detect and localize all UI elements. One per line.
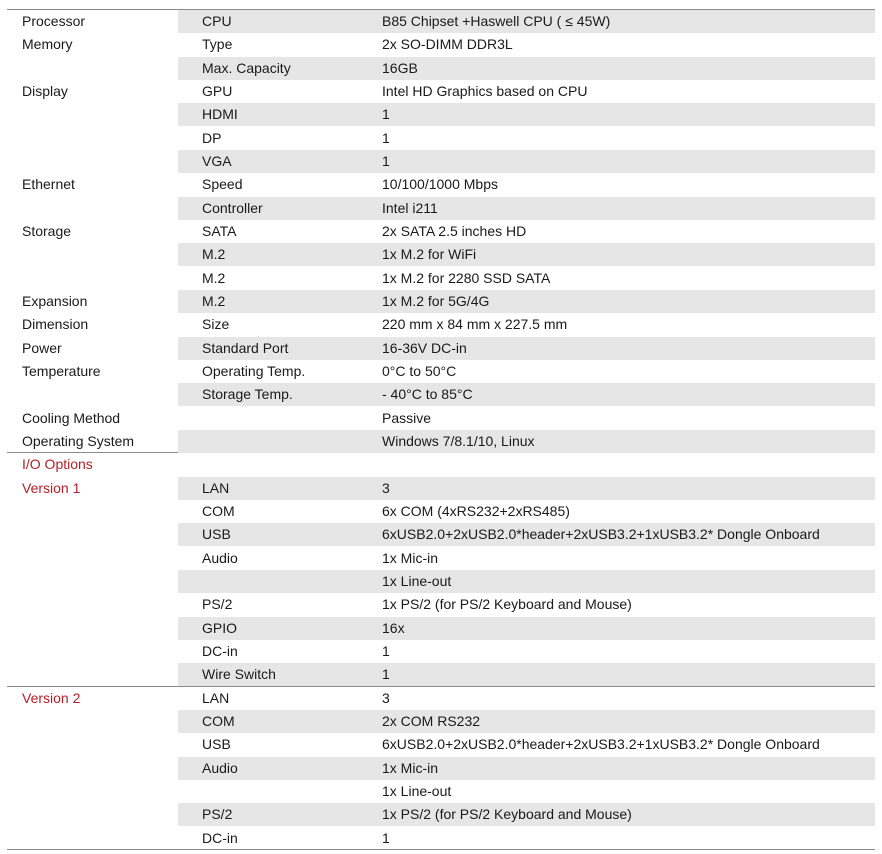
category-label: Processor [22, 13, 86, 29]
spec-key: HDMI [202, 106, 238, 122]
table-row [178, 500, 875, 523]
spec-value: 1x M.2 for WiFi [382, 246, 477, 262]
spec-value: 1x Line-out [382, 783, 452, 799]
table-row [178, 570, 875, 593]
spec-key: M.2 [202, 270, 226, 286]
spec-key: Wire Switch [202, 666, 276, 682]
category-label: Display [22, 83, 68, 99]
table-row [178, 10, 875, 33]
table-row [178, 103, 875, 126]
spec-value: 16-36V DC-in [382, 340, 467, 356]
table-row [178, 173, 875, 196]
spec-value: 1x PS/2 (for PS/2 Keyboard and Mouse) [382, 596, 632, 612]
category-label: I/O Options [22, 456, 93, 472]
spec-key: Operating Temp. [202, 363, 306, 379]
spec-value: B85 Chipset +Haswell CPU ( ≤ 45W) [382, 13, 611, 29]
spec-value: 10/100/1000 Mbps [382, 176, 498, 192]
table-row [178, 663, 875, 686]
spec-value: 1x Mic-in [382, 760, 439, 776]
spec-value: 1 [382, 153, 390, 169]
table-row [178, 80, 875, 103]
table-row [178, 780, 875, 803]
table-row [178, 477, 875, 500]
spec-key: PS/2 [202, 806, 233, 822]
spec-key: M.2 [202, 246, 226, 262]
table-row [178, 803, 875, 826]
spec-value: 2x SO-DIMM DDR3L [382, 36, 513, 52]
spec-value: 1x PS/2 (for PS/2 Keyboard and Mouse) [382, 806, 632, 822]
spec-value: 1 [382, 106, 390, 122]
spec-value: 0°C to 50°C [382, 363, 457, 379]
spec-value: Passive [382, 410, 432, 426]
spec-key: USB [202, 526, 231, 542]
category-label: Memory [22, 36, 73, 52]
spec-value: 1 [382, 666, 390, 682]
category-label: Version 2 [22, 690, 81, 706]
table-row [178, 220, 875, 243]
table-row [178, 150, 875, 173]
spec-value: 16GB [382, 60, 418, 76]
spec-key: GPU [202, 83, 233, 99]
category-label: Expansion [22, 293, 88, 309]
spec-key: COM [202, 713, 235, 729]
spec-key: Type [202, 36, 233, 52]
spec-value: 2x SATA 2.5 inches HD [382, 223, 527, 239]
table-row [178, 687, 875, 710]
spec-value: Intel HD Graphics based on CPU [382, 83, 588, 99]
spec-value: 6xUSB2.0+2xUSB2.0*header+2xUSB3.2+1xUSB3.2* Dongle Onboard [382, 526, 820, 542]
table-row [178, 337, 875, 360]
spec-key: GPIO [202, 620, 238, 636]
spec-value: 16x [382, 620, 405, 636]
spec-key: LAN [202, 690, 230, 706]
spec-key: Controller [202, 200, 263, 216]
table-row [178, 313, 875, 336]
category-label: Storage [22, 223, 72, 239]
spec-value: 1x M.2 for 5G/4G [382, 293, 490, 309]
spec-value: 6x COM (4xRS232+2xRS485) [382, 503, 570, 519]
table-row [178, 57, 875, 80]
spec-value: 3 [382, 690, 390, 706]
table-row [178, 33, 875, 56]
category-label: Power [22, 340, 62, 356]
table-row [178, 640, 875, 663]
spec-value: Windows 7/8.1/10, Linux [382, 433, 535, 449]
spec-key: LAN [202, 480, 230, 496]
spec-key: Speed [202, 176, 243, 192]
table-row [178, 757, 875, 780]
table-row [178, 360, 875, 383]
table-row [178, 243, 875, 266]
spec-key: Size [202, 316, 230, 332]
spec-value: 3 [382, 480, 390, 496]
table-row [178, 290, 875, 313]
spec-value: 1x M.2 for 2280 SSD SATA [382, 270, 551, 286]
table-row [178, 827, 875, 850]
table-row [178, 593, 875, 616]
spec-value: - 40°C to 85°C [382, 386, 473, 402]
spec-key: USB [202, 736, 231, 752]
table-row [178, 547, 875, 570]
spec-key: Max. Capacity [202, 60, 291, 76]
category-label: Cooling Method [22, 410, 121, 426]
spec-value: 6xUSB2.0+2xUSB2.0*header+2xUSB3.2+1xUSB3.2* Dongle Onboard [382, 736, 820, 752]
spec-key: M.2 [202, 293, 226, 309]
table-row [178, 383, 875, 406]
table-row [178, 127, 875, 150]
spec-value: 1 [382, 643, 390, 659]
spec-value: Intel i211 [382, 200, 438, 216]
spec-value: 1 [382, 130, 390, 146]
spec-value: 2x COM RS232 [382, 713, 481, 729]
spec-key: Storage Temp. [202, 386, 293, 402]
table-row [178, 453, 875, 476]
category-label: Temperature [22, 363, 101, 379]
table-row [178, 523, 875, 546]
spec-key: PS/2 [202, 596, 233, 612]
spec-key: CPU [202, 13, 232, 29]
spec-key: Audio [202, 550, 238, 566]
table-row [178, 710, 875, 733]
spec-value: 220 mm x 84 mm x 227.5 mm [382, 316, 568, 332]
category-label: Ethernet [22, 176, 75, 192]
spec-key: DC-in [202, 643, 238, 659]
category-label: Version 1 [22, 480, 81, 496]
table-row [178, 407, 875, 430]
spec-key: Standard Port [202, 340, 289, 356]
spec-key: Audio [202, 760, 238, 776]
table-row [178, 430, 875, 453]
spec-key: SATA [202, 223, 237, 239]
table-row [178, 197, 875, 220]
table-row [178, 617, 875, 640]
category-label: Operating System [22, 433, 135, 449]
table-row [178, 733, 875, 756]
spec-key: DP [202, 130, 222, 146]
spec-key: VGA [202, 153, 232, 169]
table-row [178, 267, 875, 290]
spec-value: 1x Mic-in [382, 550, 439, 566]
spec-key: COM [202, 503, 235, 519]
spec-value: 1x Line-out [382, 573, 452, 589]
category-label: Dimension [22, 316, 89, 332]
spec-key: DC-in [202, 830, 238, 846]
spec-value: 1 [382, 830, 390, 846]
